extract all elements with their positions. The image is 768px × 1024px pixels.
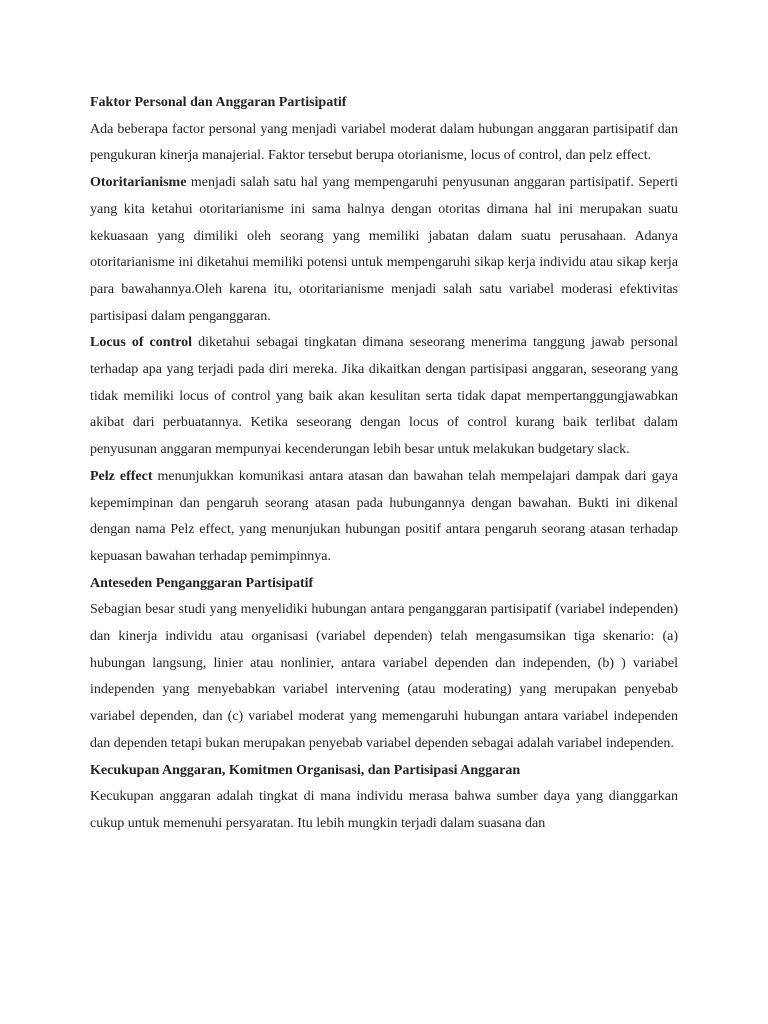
kecukupan-anggaran-paragraph: Kecukupan anggaran adalah tingkat di mana individu merasa bahwa sumber daya yang dianggarkan cukup untuk memenuhi persyaratan. Itu lebih mungkin terjadi dalam suasana dan [90,789,678,831]
anteseden-paragraph: Sebagian besar studi yang menyelidiki hubungan antara penganggaran partisipatif (variabel independen) dan kinerja individu atau organisasi (variabel dependen) telah mengasumsikan tiga skenario: (a) hubungan langsung, linier atau nonlinier, antara variabel dependen dan independen, (b) ) variabel independen yang menyebabkan variabel intervening (atau moderating) yang merupakan penyebab variabel dependen, dan (c) variabel moderat yang memengaruhi hubungan antara variabel independen dan dependen tetapi bukan merupakan penyebab variabel dependen sebagai adalah variabel independen. [90,602,678,751]
intro-paragraph: Ada beberapa factor personal yang menjadi variabel moderat dalam hubungan anggaran partisipatif dan pengukuran kinerja manajerial. Faktor tersebut berupa otorianisme, locus of control, dan pelz effect. [90,121,678,164]
otoritarianisme-term: Otoritarianisme [90,175,187,191]
locus-of-control-term: Locus of control [90,335,193,351]
otoritarianisme-text: menjadi salah satu hal yang mempengaruhi penyusunan anggaran partisipatif. Seperti yang kita ketahui otoritarianisme ini sama halnya dengan otoritas dimana hal ini merupakan suatu kekuasaan yang dimiliki oleh seorang yang memiliki jabatan dalam suatu perusahaan. Adanya otoritarianisme ini diketahui memiliki potensi untuk mempengaruhi sikap kerja individu atau sikap kerja para bawahannya.Oleh karena itu, otoritarianisme menjadi salah satu variabel moderasi efektivitas partisipasi dalam penganggaran. [90,175,678,324]
pelz-effect-term: Pelz effect [90,468,153,484]
otoritarianisme-paragraph [90,170,678,330]
section-heading-kecukupan-anggaran: Kecukupan Anggaran, Komitmen Organisasi, dan Partisipasi Anggaran [90,762,521,778]
section-heading-faktor-personal: Faktor Personal dan Anggaran Partisipatif [90,95,347,110]
locus-of-control-text: diketahui sebagai tingkatan dimana seseorang menerima tanggung jawab personal terhadap apa yang terjadi pada diri mereka. Jika dikaitkan dengan partisipasi anggaran, seseorang yang tidak memiliki locus of control yang baik akan kesulitan serta tidak dapat mempertanggungjawabkan akibat dari perbuatannya. Ketika seseorang dengan locus of control kurang baik terlibat dalam penyusunan anggaran mempunyai kecenderungan lebih besar untuk melakukan budgetary slack. [90,335,678,458]
section-heading-anteseden: Anteseden Penganggaran Partisipatif [90,575,314,591]
pelz-effect-paragraph [90,464,678,571]
locus-of-control-paragraph [90,330,678,464]
document-page [90,90,678,838]
pelz-effect-text: menunjukkan komunikasi antara atasan dan bawahan telah mempelajari dampak dari gaya kepemimpinan dan pengaruh seorang atasan pada hubungannya dengan bawahan. Bukti ini dikenal dengan nama Pelz effect, yang menunjukan hubungan positif antara pengaruh seorang atasan terhadap kepuasan bawahan terhadap pemimpinnya. [90,468,678,564]
